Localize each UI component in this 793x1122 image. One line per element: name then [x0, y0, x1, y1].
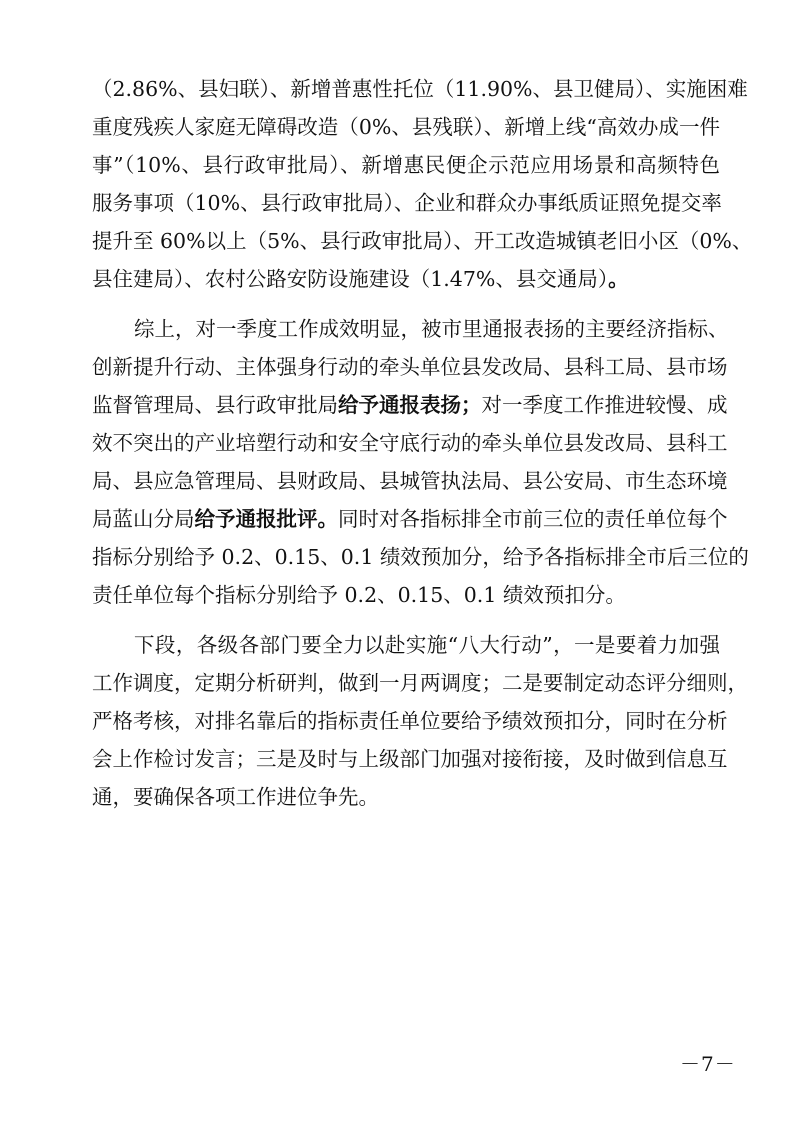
text-line	[92, 702, 728, 740]
text-run: 县住建局）、农村公路安防设施建设（1.47%、县交通局）	[92, 267, 609, 291]
text-line	[92, 538, 749, 576]
text-run: 严格考核，对排名靠后的指标责任单位要给予绩效预扣分，同时在分析	[92, 709, 728, 733]
text-run: 通，要确保各项工作进位争先。	[92, 785, 379, 809]
text-run: 提升至 60%以上（5%、县行政审批局）、开工改造城镇老旧小区（0%、	[92, 229, 753, 253]
text-line	[92, 70, 748, 108]
text-run: 服务事项（10%、县行政审批局）、企业和群众办事纸质证照免提交率	[92, 191, 722, 215]
text-line	[134, 626, 720, 664]
text-line	[134, 310, 729, 348]
text-line	[92, 222, 753, 260]
text-line	[92, 348, 728, 386]
text-run: 工作调度，定期分析研判，做到一月两调度；二是要制定动态评分细则，	[92, 671, 748, 695]
text-run: 重度残疾人家庭无障碍改造（0%、县残联）、新增上线“高效办成一件	[92, 115, 720, 139]
text-line	[92, 500, 728, 538]
bold-text-run: 给予通报表扬；	[338, 393, 482, 417]
text-run: 综上，对一季度工作成效明显，被市里通报表扬的主要经济指标、	[134, 317, 729, 341]
text-run: 效不突出的产业培塑行动和安全守底行动的牵头单位县发改局、县科工	[92, 431, 728, 455]
page-number: －7－	[680, 1052, 736, 1076]
text-run: 会上作检讨发言；三是及时与上级部门加强对接衔接，及时做到信息互	[92, 747, 728, 771]
bold-text-run: 。	[608, 267, 629, 291]
text-run: 监督管理局、县行政审批局	[92, 393, 338, 417]
bold-text-run: 给予通报批评。	[194, 507, 338, 531]
text-run: 对一季度工作推进较慢、成	[481, 393, 728, 417]
text-line	[92, 386, 728, 424]
text-run: 创新提升行动、主体强身行动的牵头单位县发改局、县科工局、县市场	[92, 355, 728, 379]
text-run: （2.86%、县妇联）、新增普惠性托位（11.90%、县卫健局）、实施困难	[92, 77, 748, 101]
text-line	[92, 184, 720, 222]
text-line	[92, 424, 728, 462]
text-line	[92, 576, 720, 614]
text-line	[92, 260, 720, 298]
text-line	[92, 462, 728, 500]
text-line	[92, 664, 748, 702]
text-run: 责任单位每个指标分别给予 0.2、0.15、0.1 绩效预扣分。	[92, 583, 626, 607]
text-run: 下段，各级各部门要全力以赴实施“八大行动”，一是要着力加强	[134, 633, 720, 657]
text-run: 同时对各指标排全市前三位的责任单位每个	[338, 507, 728, 531]
text-line	[92, 146, 720, 184]
text-line	[92, 740, 728, 778]
text-line	[92, 108, 720, 146]
text-run: 局、县应急管理局、县财政局、县城管执法局、县公安局、市生态环境	[92, 469, 728, 493]
text-run: 事”（10%、县行政审批局）、新增惠民便企示范应用场景和高频特色	[92, 153, 720, 177]
text-run: 局蓝山分局	[92, 507, 195, 531]
text-line	[92, 778, 720, 816]
text-run: 指标分别给予 0.2、0.15、0.1 绩效预加分，给予各指标排全市后三位的	[92, 545, 749, 569]
